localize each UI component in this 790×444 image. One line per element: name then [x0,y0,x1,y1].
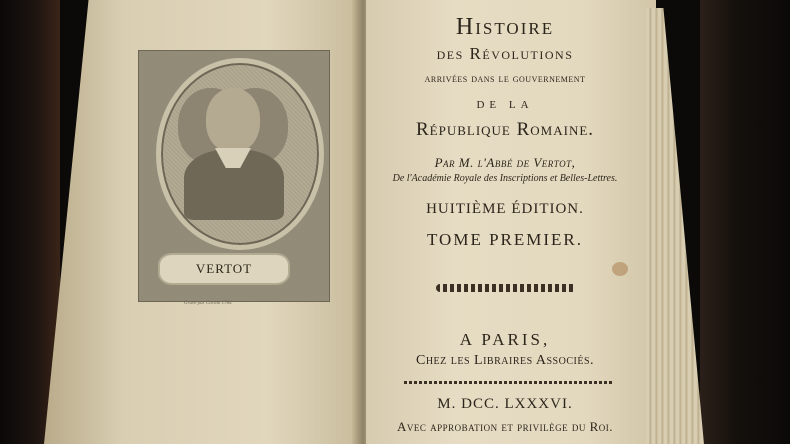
title-line-arrivees: arrivées dans le gouvernement [424,71,586,85]
academy-line: De l'Académie Royale des Inscriptions et Belles-Lettres. [392,173,618,184]
title-line-histoire: Histoire [455,14,555,40]
author-line: Par M. l'Abbé de Vertot, [434,155,576,170]
ornamental-divider [436,284,576,292]
privilege-line: Avec approbation et privilège du Roi. [396,419,614,434]
leather-binding-right [700,0,790,444]
foxing-stain [612,262,628,276]
portrait-nameplate [158,253,290,285]
engraver-caption: Gravé par Cochin 1784 [184,301,232,306]
nameplate-text: VERTOT [195,261,253,276]
edition-line: HUITIÈME ÉDITION. [426,201,584,217]
place-line: A PARIS, [459,330,551,349]
volume-line: TOME PREMIER. [426,230,584,249]
page-edges [646,8,704,444]
title-line-revolutions: des Révolutions [436,44,574,63]
portrait-wigged-head [206,88,260,152]
title-line-republique: République Romaine. [415,119,595,140]
decorative-rule [404,381,614,384]
title-page-text [366,0,644,444]
year-line: M. DCC. LXXXVI. [437,396,573,412]
title-line-de-la: DE LA [476,99,534,111]
publisher-line: Chez les Libraires Associés. [415,353,595,368]
